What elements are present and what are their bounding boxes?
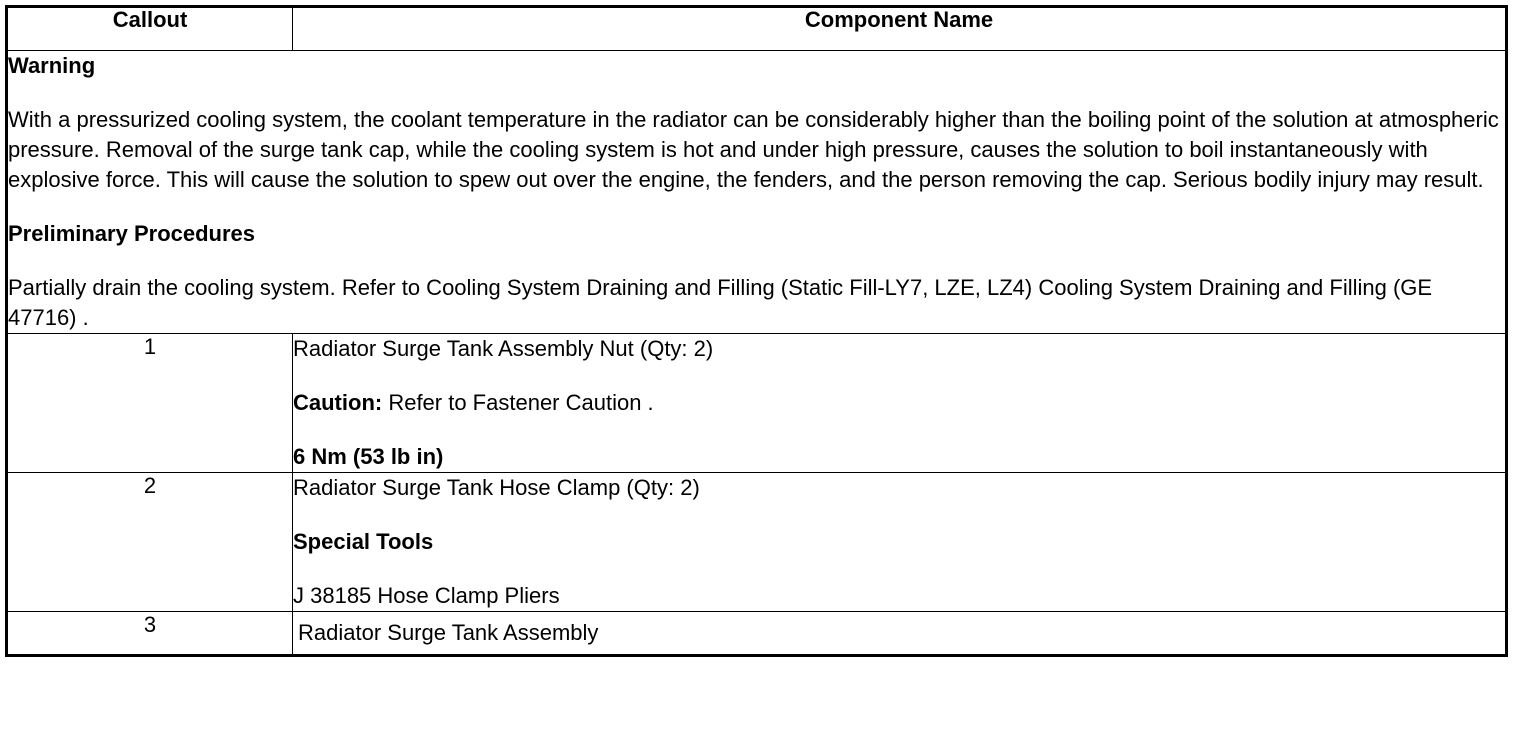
column-header-component-name: Component Name	[293, 7, 1507, 51]
table-row	[7, 334, 1507, 473]
procedures-text-block	[8, 273, 1505, 333]
procedures-title: Preliminary Procedures	[8, 221, 256, 246]
table-row	[7, 612, 1507, 656]
callout-number: 3	[7, 612, 293, 656]
procedures-text: Partially drain the cooling system. Refer to Cooling System Draining and Filling (Static Fill-LY7, LZE, LZ4) Cooling System Draining and Filling (GE 47716) .	[8, 275, 1433, 330]
caution-line	[293, 388, 1505, 418]
warning-title: Warning	[8, 53, 96, 78]
column-header-callout: Callout	[7, 7, 293, 51]
warning-text-block	[8, 105, 1505, 195]
preface-row	[7, 51, 1507, 334]
component-cell	[293, 612, 1507, 656]
table-row	[7, 473, 1507, 612]
component-cell	[293, 334, 1507, 473]
component-cell	[293, 473, 1507, 612]
callout-number: 1	[7, 334, 293, 473]
special-tools-title: Special Tools	[293, 529, 434, 554]
callout-number: 2	[7, 473, 293, 612]
preface-cell	[7, 51, 1507, 334]
component-table	[5, 5, 1508, 657]
warning-block	[8, 51, 1505, 81]
component-name: Radiator Surge Tank Hose Clamp (Qty: 2)	[293, 475, 700, 500]
warning-text: With a pressurized cooling system, the coolant temperature in the radiator can be considerably higher than the boiling point of the solution at atmospheric pressure. Removal of the surge tank cap, while the cooling system is hot and under high pressure, causes the solution to boil instantaneously with explosive force. This will cause the solution to spew out over the engine, the fenders, and the person removing the cap. Serious bodily injury may result.	[8, 107, 1499, 192]
caution-text: Refer to Fastener Caution .	[382, 390, 654, 415]
procedures-block	[8, 219, 1505, 249]
component-name: Radiator Surge Tank Assembly Nut (Qty: 2)	[293, 336, 714, 361]
caution-label: Caution:	[293, 390, 383, 415]
torque-spec: 6 Nm (53 lb in)	[293, 444, 444, 469]
table-header-row	[7, 7, 1507, 51]
component-name: Radiator Surge Tank Assembly	[298, 620, 599, 645]
special-tools-text: J 38185 Hose Clamp Pliers	[293, 583, 560, 608]
